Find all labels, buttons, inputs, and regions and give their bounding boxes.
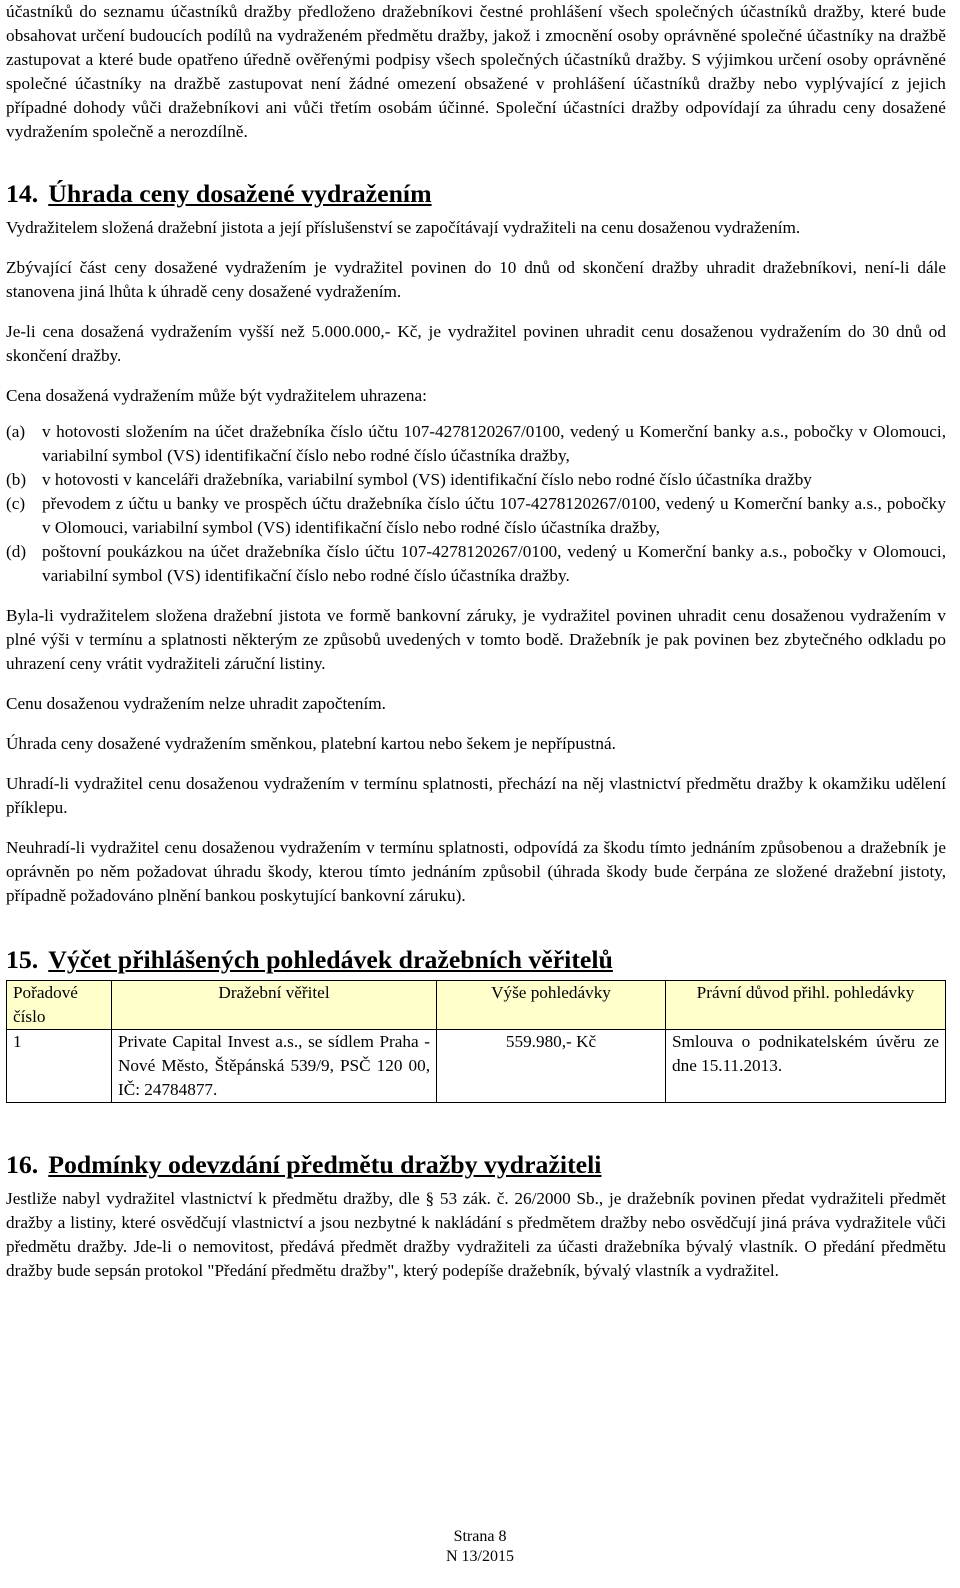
section-14-heading: [6, 179, 946, 208]
column-header-legal-basis: Právní důvod přihl. pohledávky: [666, 981, 946, 1030]
option-text: poštovní poukázkou na účet dražebníka číslo účtu 107-4278120267/0100, vedený u Komerční banky a.s., pobočky v Olomouci, variabilní symbol (VS) identifikační číslo nebo rodné číslo účastníka dražby.: [42, 542, 946, 585]
option-text: v hotovosti v kanceláři dražebníka, variabilní symbol (VS) identifikační číslo nebo rodné číslo účastníka dražby: [42, 470, 812, 489]
page-number: Strana 8: [453, 1528, 507, 1545]
creditors-table: [6, 980, 946, 1103]
cell-amount: 559.980,- Kč: [437, 1030, 666, 1103]
intro-paragraph: účastníků do seznamu účastníků dražby předloženo dražebníkovi čestné prohlášení všech společných účastníků dražby, které bude obsahovat určení budoucích podílů na vydraženém předmětu dražby, jakož i zmocnění osoby oprávněné společné účastníky na dražbě zastupovat a které bude opatřeno úředně ověřenými podpisy všech společných účastníků dražby. S výjimkou určení osoby oprávněné společné účastníky na dražbě zastupovat není žádné omezení obsažené v prohlášení účastníků dražby nebo vyplývající z jejich případné dohody vůči dražebníkovi ani vůči třetím osobám účinné. Společní účastníci dražby odpovídají za úhradu ceny dosažené vydražením společně a nerozdílně.: [6, 2, 946, 141]
payment-option-c: [6, 492, 946, 540]
section-14-paragraph-1: Vydražitelem složená dražební jistota a její příslušenství se započítávají vydražiteli na cenu dosaženou vydražením.: [6, 218, 801, 237]
section-16-heading: [6, 1150, 946, 1179]
option-marker: (c): [6, 494, 26, 513]
cell-creditor: Private Capital Invest a.s., se sídlem Praha - Nové Město, Štěpánská 539/9, PSČ 120 00, IČ: 24784877.: [112, 1030, 437, 1103]
page-footer: [0, 1527, 960, 1567]
section-14-paragraph-9: Neuhradí-li vydražitel cenu dosaženou vydražením v termínu splatnosti, odpovídá za škodu tímto jednáním způsobenou a dražebník je oprávněn po něm požadovat úhradu škody, kterou tímto jednáním způsobil (úhrada škody bude čerpána ze složené dražební jistoty, případně požadováno plnění bankou poskytující bankovní záruku).: [6, 838, 946, 905]
option-marker: (b): [6, 470, 27, 489]
option-text: v hotovosti složením na účet dražebníka číslo účtu 107-4278120267/0100, vedený u Komerční banky a.s., pobočky v Olomouci, variabilní symbol (VS) identifikační číslo nebo rodné číslo účastníka dražby,: [42, 422, 946, 465]
section-14-paragraph-8: Uhradí-li vydražitel cenu dosaženou vydražením v termínu splatnosti, přechází na něj vlastnictví předmětu dražby k okamžiku udělení příklepu.: [6, 774, 946, 817]
section-14-paragraph-5: Byla-li vydražitelem složena dražební jistota ve formě bankovní záruky, je vydražitel povinen uhradit cenu dosaženou vydražením v plné výši v termínu a splatnosti některým ze způsobů uvedených v tomto bodě. Dražebník je pak povinen bez zbytečného odkladu po uhrazení ceny vrátit vydražiteli záruční listiny.: [6, 606, 946, 673]
column-header-creditor: Dražební věřitel: [112, 981, 437, 1030]
section-14-paragraph-7: Úhrada ceny dosažené vydražením směnkou, platební kartou nebo šekem je nepřípustná.: [6, 734, 616, 753]
section-14-paragraph-6: Cenu dosaženou vydražením nelze uhradit započtením.: [6, 694, 386, 713]
section-15-heading: [6, 945, 946, 974]
section-15-title: Výčet přihlášených pohledávek dražebních věřitelů: [48, 945, 613, 974]
payment-option-b: [6, 468, 946, 492]
payment-option-a: [6, 420, 946, 468]
payment-option-d: [6, 540, 946, 588]
option-marker: (a): [6, 422, 26, 441]
section-14-title: Úhrada ceny dosažené vydražením: [48, 179, 432, 208]
option-text: převodem z účtu u banky ve prospěch účtu dražebníka číslo účtu 107-4278120267/0100, vedený u Komerční banky a.s., pobočky v Olomouci, variabilní symbol (VS) identifikační číslo nebo rodné číslo účastníka dražby,: [42, 494, 946, 537]
cell-legal-basis: Smlouva o podnikatelském úvěru ze dne 15.11.2013.: [666, 1030, 946, 1103]
table-header-row: [7, 981, 946, 1030]
payment-options-list: [6, 420, 946, 588]
section-15-number: 15.: [6, 945, 39, 974]
section-16-paragraph-1: Jestliže nabyl vydražitel vlastnictví k předmětu dražby, dle § 53 zák. č. 26/2000 Sb., je dražebník povinen předat vydražiteli předmět dražby a listiny, které osvědčují vlastnictví a jsou nezbytné k nakládání s předmětem dražby nebo osvědčují jiná práva vydražitele vůči předmětu dražby. Jde-li o nemovitost, předává předmět dražby vydražiteli za účasti dražebníka bývalý vlastník. O předání předmětu dražby bude sepsán protokol "Předání předmětu dražby", který podepíše dražebník, bývalý vlastník a vydražitel.: [6, 1189, 946, 1280]
section-14-number: 14.: [6, 179, 39, 208]
option-marker: (d): [6, 542, 27, 561]
document-reference: N 13/2015: [446, 1548, 514, 1565]
section-16-number: 16.: [6, 1150, 39, 1179]
section-14-paragraph-2: Zbývající část ceny dosažené vydražením je vydražitel povinen do 10 dnů od skončení dražby uhradit dražebníkovi, není-li dále stanovena jiná lhůta k úhradě ceny dosažené vydražením.: [6, 258, 946, 301]
section-14-paragraph-4: Cena dosažená vydražením může být vydražitelem uhrazena:: [6, 386, 427, 405]
section-16-title: Podmínky odevzdání předmětu dražby vydražiteli: [48, 1150, 602, 1179]
section-14-paragraph-3: Je-li cena dosažená vydražením vyšší než 5.000.000,- Kč, je vydražitel povinen uhradit cenu dosaženou vydražením do 30 dnů od skončení dražby.: [6, 322, 946, 365]
column-header-order: Pořadové číslo: [7, 981, 112, 1030]
table-row: [7, 1030, 946, 1103]
column-header-amount: Výše pohledávky: [437, 981, 666, 1030]
cell-order: 1: [7, 1030, 112, 1103]
